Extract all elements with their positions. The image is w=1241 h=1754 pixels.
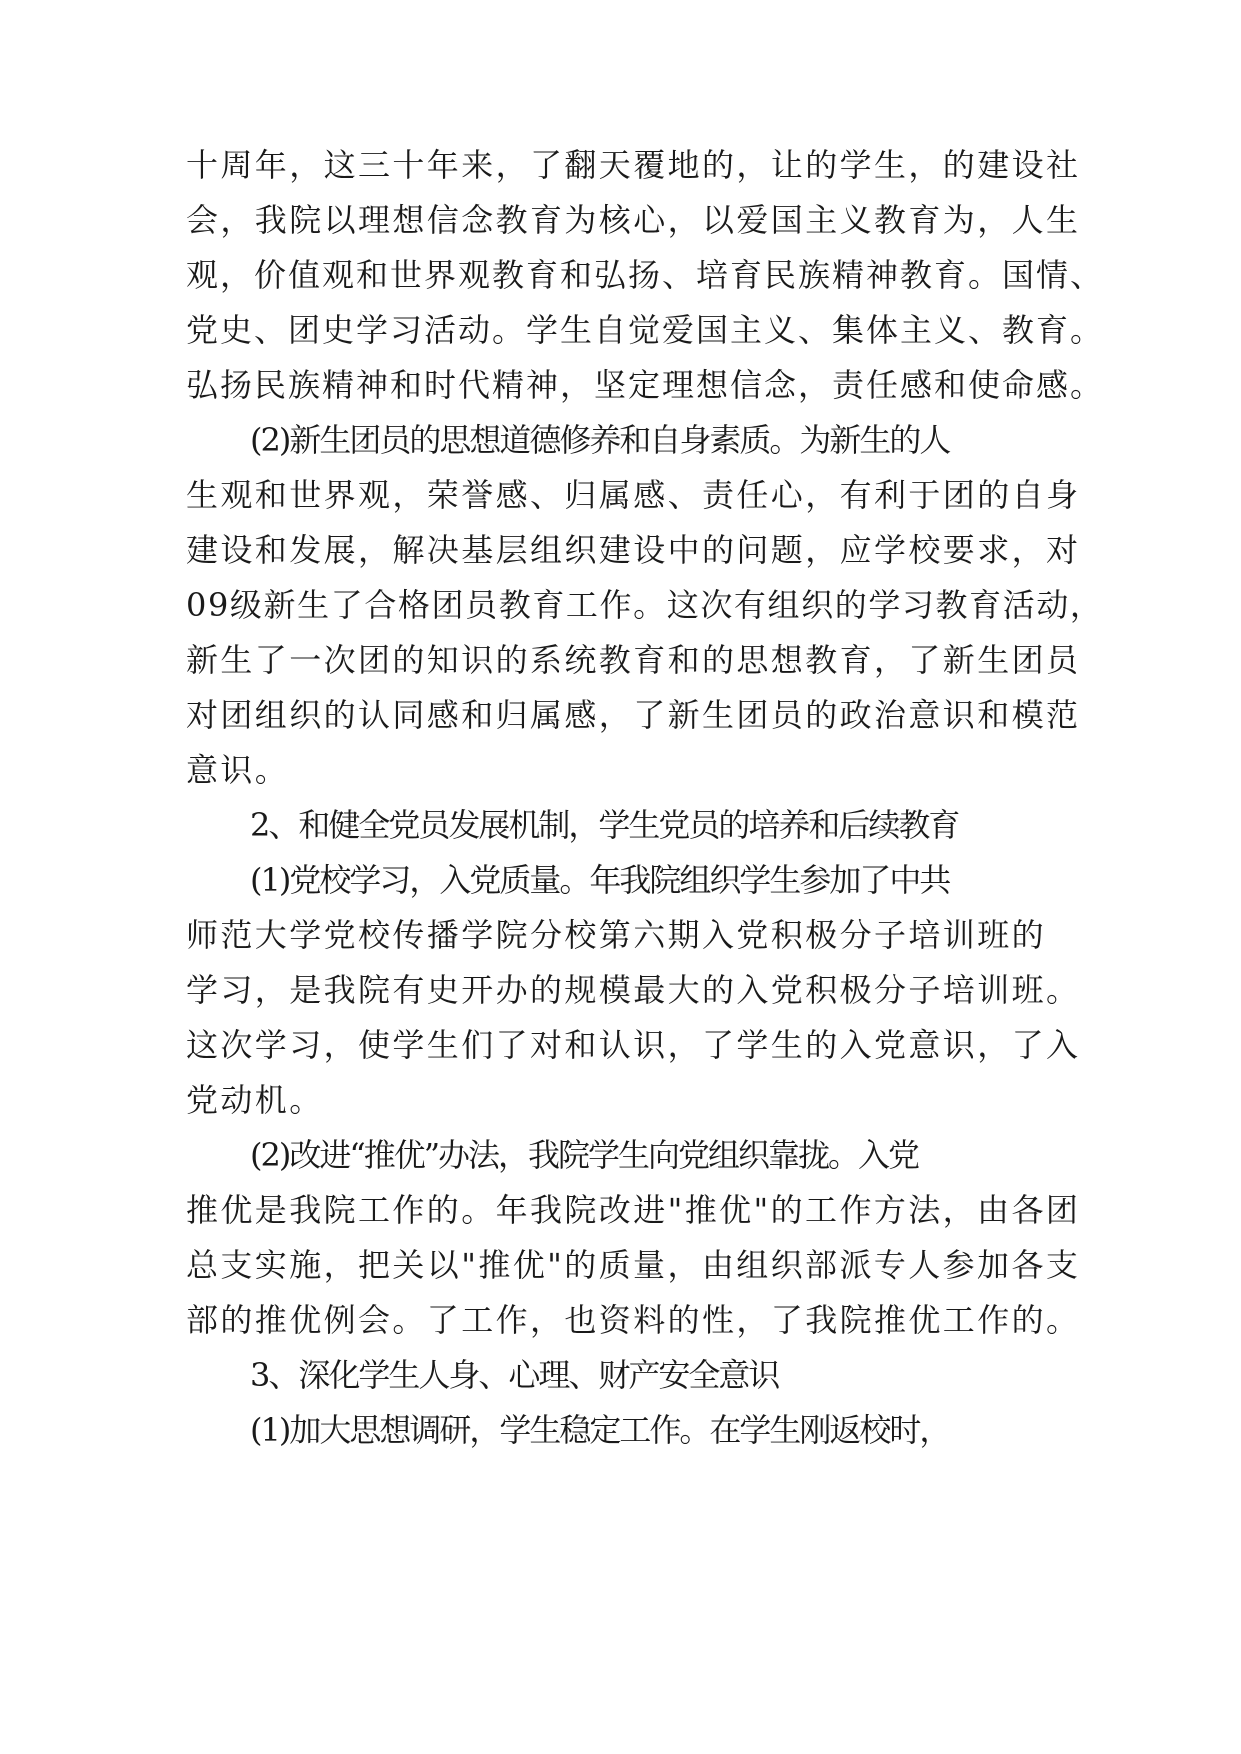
- text-line: 弘扬民族精神和时代精神，坚定理想信念，责任感和使命感。: [186, 366, 1105, 404]
- text-line: 这次学习，使学生们了对和认识，了学生的入党意识，了入: [186, 1026, 1081, 1064]
- text-line: 党史、团史学习活动。学生自觉爱国主义、集体主义、教育。: [186, 311, 1105, 349]
- paragraph-first-line: (2)新生团员的思想道德修养和自身素质。为新生的人: [250, 421, 950, 459]
- section-heading: 2、和健全党员发展机制，学生党员的培养和后续教育: [250, 806, 959, 844]
- text-line: 建设和发展，解决基层组织建设中的问题，应学校要求，对: [186, 531, 1081, 569]
- text-line: 总支实施，把关以"推优"的质量，由组织部派专人参加各支: [186, 1246, 1081, 1284]
- text-line: 09级新生了合格团员教育工作。这次有组织的学习教育活动，: [186, 586, 1104, 624]
- text-line: 意识。: [186, 751, 290, 789]
- text-line: 十周年，这三十年来，了翻天覆地的，让的学生，的建设社: [186, 146, 1081, 184]
- text-line: 生观和世界观，荣誉感、归属感、责任心，有利于团的自身: [186, 476, 1081, 514]
- text-line: 观，价值观和世界观教育和弘扬、培育民族精神教育。国情、: [186, 256, 1105, 294]
- text-line: 对团组织的认同感和归属感，了新生团员的政治意识和模范: [186, 696, 1081, 734]
- paragraph-first-line: (2)改进“推优”办法，我院学生向党组织靠拢。入党: [250, 1136, 919, 1174]
- section-heading: 3、深化学生人身、心理、财产安全意识: [250, 1356, 779, 1394]
- text-line: 党动机。: [186, 1081, 324, 1119]
- text-line: 新生了一次团的知识的系统教育和的思想教育，了新生团员: [186, 641, 1081, 679]
- text-line: 推优是我院工作的。年我院改进"推优"的工作方法，由各团: [186, 1191, 1081, 1229]
- text-line: 会，我院以理想信念教育为核心，以爱国主义教育为，人生: [186, 201, 1081, 239]
- paragraph-first-line: (1)党校学习，入党质量。年我院组织学生参加了中共: [250, 861, 950, 899]
- text-line: 部的推优例会。了工作，也资料的性，了我院推优工作的。: [186, 1301, 1081, 1339]
- paragraph-first-line: (1)加大思想调研，学生稳定工作。在学生刚返校时，: [250, 1411, 950, 1449]
- text-line: 学习，是我院有史开办的规模最大的入党积极分子培训班。: [186, 971, 1081, 1009]
- text-line: 师范大学党校传播学院分校第六期入党积极分子培训班的: [186, 916, 1047, 954]
